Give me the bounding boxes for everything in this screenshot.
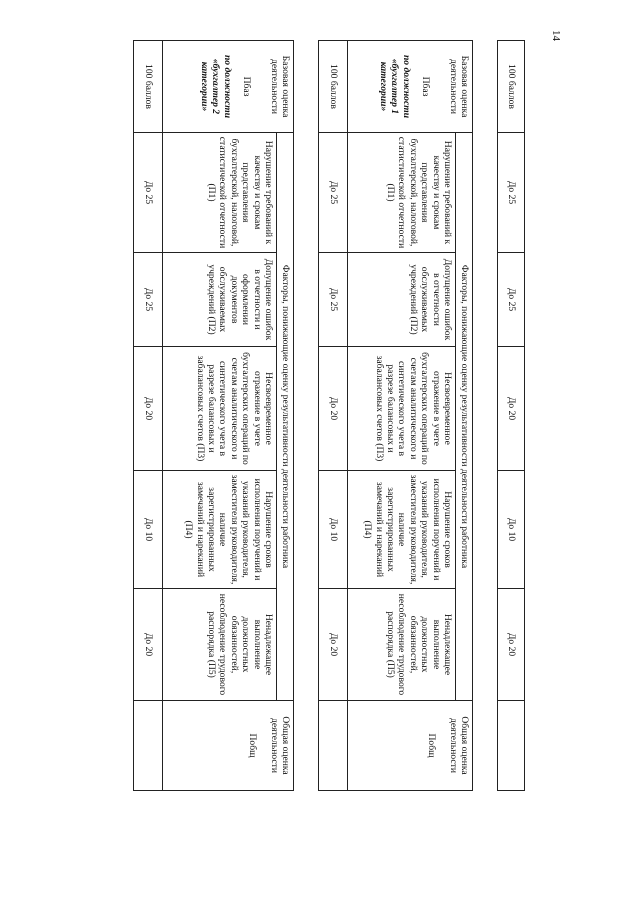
top-value-cell: До 25 xyxy=(498,133,525,253)
top-value-cell: До 20 xyxy=(498,589,525,701)
block2-total-cell xyxy=(163,701,294,791)
top-value-cell: До 25 xyxy=(498,253,525,347)
factors-header: Факторы, понижающие оценку результативности деятельности работника xyxy=(456,133,473,701)
rotated-page-content xyxy=(80,40,525,865)
factors-header: Факторы, понижающие оценку результативности деятельности работника xyxy=(277,133,294,701)
factor-p1: Нарушение требований к качеству и срокам представления бухгалтерской, налоговой, статистической отчетности (П1) xyxy=(163,133,277,253)
top-base-cell: 100 баллов xyxy=(498,41,525,133)
total-label: Побщ xyxy=(247,733,259,758)
total-header: Общая оценка деятельности xyxy=(268,716,291,775)
block2-factors-row xyxy=(163,41,277,791)
value-total xyxy=(134,701,163,791)
position-label: по должности «бухгалтер 2 категории» xyxy=(198,54,233,119)
value-total xyxy=(319,701,348,791)
pbaz-label: Пбаз xyxy=(420,76,432,97)
value-p5: До 20 xyxy=(319,589,348,701)
total-label: Побщ xyxy=(426,733,438,758)
value-p4: До 10 xyxy=(319,471,348,589)
top-row xyxy=(498,41,525,791)
block1-total-cell xyxy=(348,701,473,791)
value-p2: До 25 xyxy=(134,253,163,347)
block1-header-row xyxy=(456,41,473,791)
factor-p5: Ненадлежащее выполнение должностных обязанностей, несоблюдение трудового распорядка (П5) xyxy=(348,589,456,701)
value-p1: До 25 xyxy=(134,133,163,253)
top-total-cell xyxy=(498,701,525,791)
base-value: 100 баллов xyxy=(134,41,163,133)
block1-factors-row xyxy=(348,41,456,791)
factor-p2: Допущение ошибок в отчетности обслуживаемых учреждений (П2) xyxy=(348,253,456,347)
value-p5: До 20 xyxy=(134,589,163,701)
top-value-cell: До 10 xyxy=(498,471,525,589)
total-header: Общая оценка деятельности xyxy=(447,716,470,775)
factor-p5: Ненадлежащее выполнение должностных обязанностей, несоблюдение трудового распорядка (П5) xyxy=(163,589,277,701)
base-header: Базовая оценка деятельности xyxy=(268,55,291,118)
value-p2: До 25 xyxy=(319,253,348,347)
block2-header-row xyxy=(277,41,294,791)
page-number: 14 xyxy=(550,30,562,41)
factor-p1: Нарушение требований к качеству и срокам представления бухгалтерской, налоговой, статистической отчетности (П1) xyxy=(348,133,456,253)
factor-p3: Несвоевременное отражение в учете бухгалтерских операций по счетам аналитического и синтетического учета в разрезе балансовых и забалансовых счетов (П3) xyxy=(348,347,456,471)
block2-base-cell xyxy=(163,41,294,133)
factor-p4: Нарушение сроков исполнения поручений и указаний руководителя, заместителя руководителя, наличие зарегистрированных замечаний и нареканий (П4) xyxy=(348,471,456,589)
block1-values-row xyxy=(319,41,348,791)
base-value: 100 баллов xyxy=(319,41,348,133)
value-p3: До 20 xyxy=(134,347,163,471)
factor-p3: Несвоевременное отражение в учете бухгалтерских операций по счетам аналитического и синтетического учета в разрезе балансовых и забалансовых счетов (П3) xyxy=(163,347,277,471)
factor-p2: Допущение ошибок в отчетности и оформлении документов обслуживаемых учреждений (П2) xyxy=(163,253,277,347)
factor-p4: Нарушение сроков исполнения поручений и указаний руководителя, заместителя руководителя, наличие зарегистрированных замечаний и нареканий (П4) xyxy=(163,471,277,589)
value-p1: До 25 xyxy=(319,133,348,253)
evaluation-table xyxy=(133,40,525,791)
block2-values-row xyxy=(134,41,163,791)
pbaz-label: Пбаз xyxy=(241,76,253,97)
block1-base-cell xyxy=(348,41,473,133)
position-label: по должности «бухгалтер 1 категории» xyxy=(377,54,412,119)
base-header: Базовая оценка деятельности xyxy=(447,55,470,118)
top-value-cell: До 20 xyxy=(498,347,525,471)
value-p3: До 20 xyxy=(319,347,348,471)
value-p4: До 10 xyxy=(134,471,163,589)
